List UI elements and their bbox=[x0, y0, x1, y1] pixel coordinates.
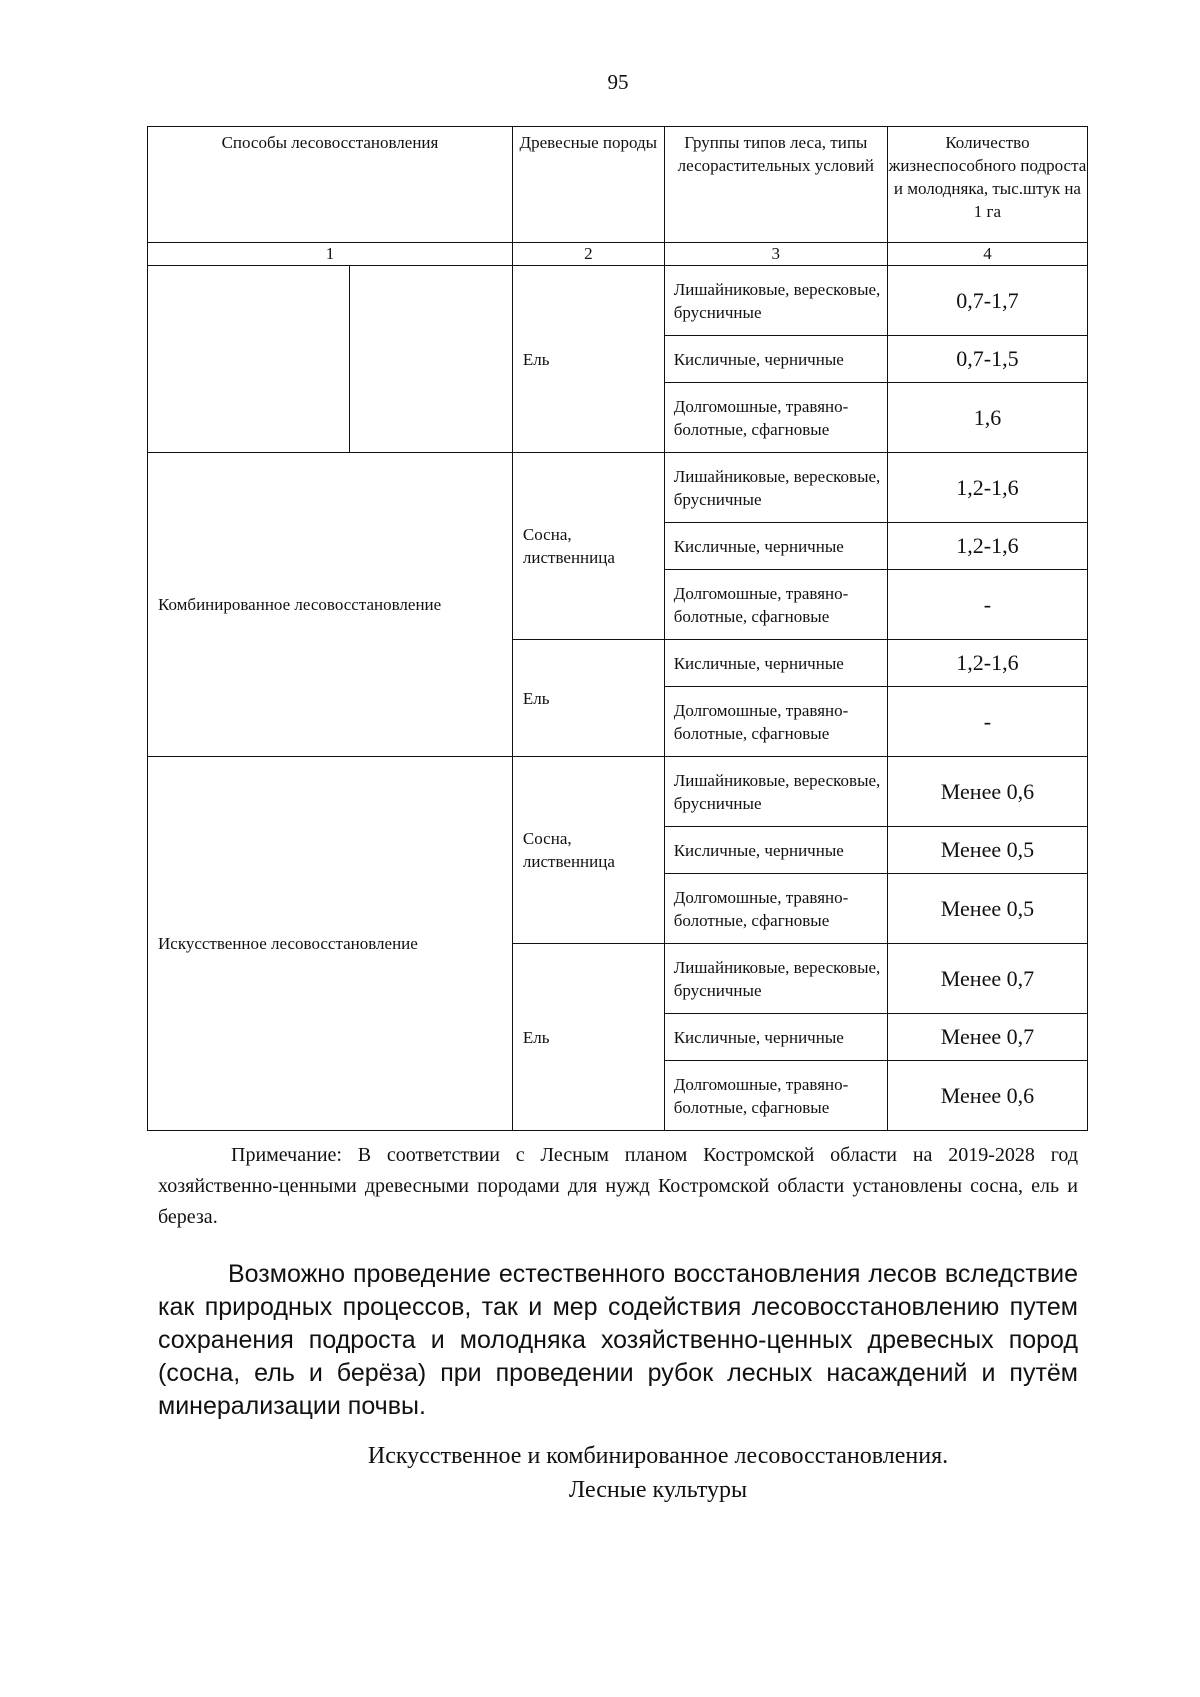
species-cell: Ель bbox=[512, 944, 664, 1131]
quantity-cell: 1,2-1,6 bbox=[887, 640, 1087, 687]
quantity-cell: 1,6 bbox=[887, 383, 1087, 453]
table-row bbox=[148, 757, 1088, 827]
body-paragraph: Возможно проведение естественного восстановления лесов вследствие как природных процессов, так и мер содействия лесовосстановлению путем сохранения подроста и молодняка хозяйственно-ценных древесных пород (сосна, ель и берёза) при проведении рубок лесных насаждений и путём минерализации почвы. bbox=[158, 1260, 1078, 1420]
table-row bbox=[148, 266, 1088, 336]
forest-type-cell: Лишайниковые, вересковые, брусничные bbox=[664, 266, 887, 336]
forest-type-cell: Лишайниковые, вересковые, брусничные bbox=[664, 944, 887, 1014]
header-forest-types: Группы типов леса, типы лесорастительных условий bbox=[664, 127, 887, 243]
header-quantity: Количество жизнеспособного подроста и молодняка, тыс.штук на 1 га bbox=[887, 127, 1087, 243]
table-note bbox=[158, 1140, 1078, 1233]
quantity-cell: - bbox=[887, 570, 1087, 640]
forest-type-cell: Кисличные, черничные bbox=[664, 827, 887, 874]
forest-type-cell: Долгомошные, травяно-болотные, сфагновые bbox=[664, 570, 887, 640]
forest-type-cell: Долгомошные, травяно-болотные, сфагновые bbox=[664, 1061, 887, 1131]
species-cell: Сосна, лиственница bbox=[512, 757, 664, 944]
quantity-cell: 0,7-1,7 bbox=[887, 266, 1087, 336]
forest-type-cell: Кисличные, черничные bbox=[664, 640, 887, 687]
species-cell: Сосна, лиственница bbox=[512, 453, 664, 640]
method-cell-artificial: Искусственное лесовосстановление bbox=[148, 757, 513, 1131]
table-header-row bbox=[148, 127, 1088, 243]
column-numbers-row bbox=[148, 243, 1088, 266]
quantity-cell: Менее 0,7 bbox=[887, 944, 1087, 1014]
method-subcell-empty bbox=[350, 266, 513, 453]
method-cell-combined: Комбинированное лесовосстановление bbox=[148, 453, 513, 757]
quantity-cell: 0,7-1,5 bbox=[887, 336, 1087, 383]
quantity-cell: Менее 0,6 bbox=[887, 757, 1087, 827]
forest-type-cell: Кисличные, черничные bbox=[664, 523, 887, 570]
quantity-cell: - bbox=[887, 687, 1087, 757]
column-number: 2 bbox=[512, 243, 664, 266]
quantity-cell: Менее 0,5 bbox=[887, 827, 1087, 874]
quantity-cell: 1,2-1,6 bbox=[887, 453, 1087, 523]
forest-type-cell: Долгомошные, травяно-болотные, сфагновые bbox=[664, 687, 887, 757]
method-cell-empty bbox=[148, 266, 350, 453]
quantity-cell: 1,2-1,6 bbox=[887, 523, 1087, 570]
forest-type-cell: Долгомошные, травяно-болотные, сфагновые bbox=[664, 383, 887, 453]
section-heading: Искусственное и комбинированное лесовосстановления. bbox=[367, 1443, 949, 1469]
forest-type-cell: Лишайниковые, вересковые, брусничные bbox=[664, 453, 887, 523]
forest-type-cell: Лишайниковые, вересковые, брусничные bbox=[664, 757, 887, 827]
section-heading-subtitle: Лесные культуры bbox=[568, 1477, 748, 1503]
column-number: 4 bbox=[887, 243, 1087, 266]
note-text: Примечание: В соответствии с Лесным планом Костромской области на 2019-2028 год хозяйственно-ценными древесными породами для нужд Костромской области установлены сосна, ель и береза. bbox=[158, 1144, 1078, 1228]
header-methods: Способы лесовосстановления bbox=[148, 127, 513, 243]
quantity-cell: Менее 0,6 bbox=[887, 1061, 1087, 1131]
species-cell: Ель bbox=[512, 266, 664, 453]
quantity-cell: Менее 0,5 bbox=[887, 874, 1087, 944]
species-cell: Ель bbox=[512, 640, 664, 757]
header-species: Древесные породы bbox=[512, 127, 664, 243]
forest-type-cell: Кисличные, черничные bbox=[664, 336, 887, 383]
page-number: 95 bbox=[607, 70, 629, 94]
column-number: 3 bbox=[664, 243, 887, 266]
table-row bbox=[148, 453, 1088, 523]
forest-type-cell: Долгомошные, травяно-болотные, сфагновые bbox=[664, 874, 887, 944]
column-number: 1 bbox=[148, 243, 513, 266]
reforestation-table bbox=[147, 126, 1088, 1131]
quantity-cell: Менее 0,7 bbox=[887, 1014, 1087, 1061]
forest-type-cell: Кисличные, черничные bbox=[664, 1014, 887, 1061]
